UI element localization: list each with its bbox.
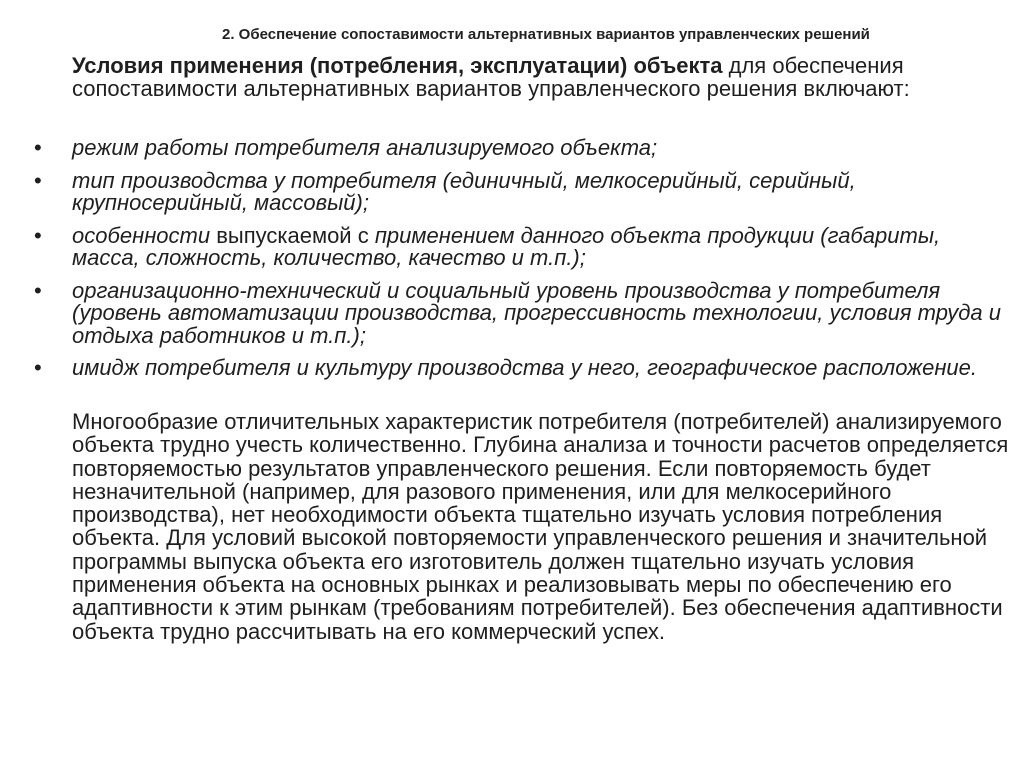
intro-text: для обеспечения сопоставимости альтернативных вариантов управленческого решения включают: xyxy=(72,53,910,101)
intro-bold-text: Условия применения (потребления, эксплуатации) объекта xyxy=(72,53,723,78)
bullet-text-upright: выпускаемой с xyxy=(216,222,375,248)
bullet-text-italic: особенности xyxy=(72,222,217,248)
bullet-text: режим работы потребителя анализируемого объекта; xyxy=(72,135,658,160)
body-paragraph: Многообразие отличительных характеристик потребителя (потребителей) анализируемого объекта трудно учесть количественно. Глубина анализа и точности расчетов определяется повторяемостью результатов управленческого решения. Если повторяемость будет незначительной (например, для разового применения, или для мелкосерийного производства), нет необходимости объекта тщательно изучать условия потребления объекта. Для условий высокой повторяемости управленческого решения и значительной программы выпуска объекта его изготовитель должен тщательно изучать условия применения объекта на основных рынках и реализовывать меры по обеспечению его адаптивности к этим рынкам (требованиям потребителей). Без обеспечения адаптивности объекта трудно рассчитывать на его коммерческий успех. xyxy=(72,409,1009,644)
bullet-text xyxy=(72,222,1002,270)
bullet-item xyxy=(0,137,1010,160)
bullet-marker: • xyxy=(34,277,42,303)
bullet-text: организационно-технический и социальный уровень производства у потребителя (уровень автоматизации производства, прогрессивность технологии, условия труда и отдыха работников и т.п.); xyxy=(72,277,1001,348)
bullet-item xyxy=(0,357,1010,380)
bullet-text-italic: применением данного объекта продукции (габариты, масса, сложность, количество, качество и т.п.); xyxy=(72,222,941,270)
bullet-marker: • xyxy=(34,355,42,380)
bullet-item xyxy=(0,167,1010,215)
slide-title: 2. Обеспечение сопоставимости альтернативных вариантов управленческих решений xyxy=(222,26,870,43)
bullet-text: тип производства у потребителя (единичный, мелкосерийный, серийный, крупносерийный, массовый); xyxy=(72,167,856,215)
bullet-marker: • xyxy=(34,135,42,160)
bullet-list xyxy=(0,137,1010,390)
bullet-marker: • xyxy=(34,167,42,193)
bullet-text: имидж потребителя и культуру производства у него, географическое расположение. xyxy=(72,355,978,380)
bullet-marker: • xyxy=(34,222,42,248)
intro-paragraph xyxy=(72,54,1002,100)
bullet-item xyxy=(0,222,1010,270)
bullet-item xyxy=(0,277,1010,348)
